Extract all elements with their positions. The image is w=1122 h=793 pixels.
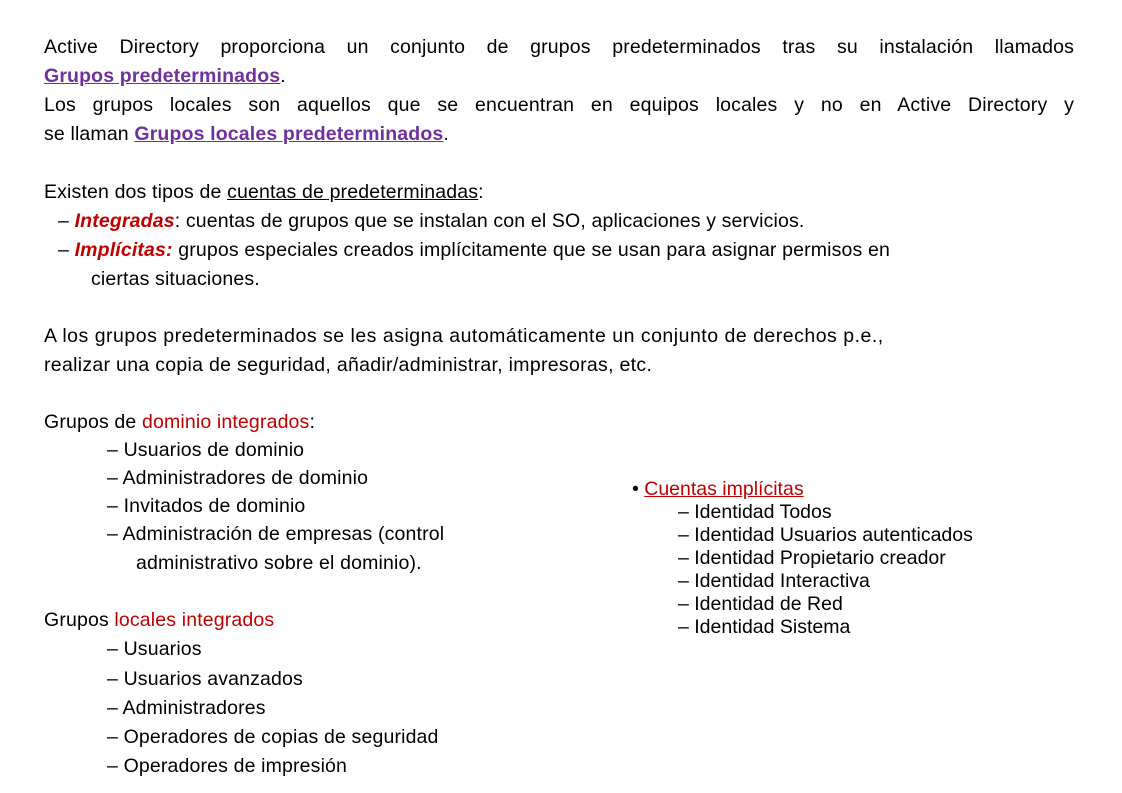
implicit-item: – Identidad Sistema [678, 616, 851, 638]
accounts-heading: Existen dos tipos de cuentas de predeterminadas: [44, 181, 484, 203]
domain-group-item: – Administración de empresas (control [107, 523, 445, 545]
local-group-item: – Usuarios [107, 638, 202, 660]
intro-line-3: se llaman Grupos locales predeterminados. [44, 123, 449, 145]
domain-group-continuation: administrativo sobre el dominio). [136, 552, 422, 574]
local-group-item: – Operadores de copias de seguridad [107, 726, 439, 748]
local-group-item: – Operadores de impresión [107, 755, 348, 777]
domain-group-item: – Administradores de dominio [107, 467, 369, 489]
rights-line-1: A los grupos predeterminados se les asigna automáticamente un conjunto de derechos p.e., [44, 325, 884, 347]
accounts-item-integradas: – Integradas: cuentas de grupos que se instalan con el SO, aplicaciones y servicios. [58, 210, 805, 232]
accounts-item-implicitas: – Implícitas: grupos especiales creados implícitamente que se usan para asignar permisos en [58, 239, 891, 261]
domain-group-item: – Invitados de dominio [107, 495, 306, 517]
implicit-accounts-block [632, 478, 973, 639]
link-grupos-locales-predeterminados[interactable]: Grupos locales predeterminados [134, 123, 444, 145]
local-group-item: – Administradores [107, 697, 266, 719]
local-groups-heading: Grupos locales integrados [44, 609, 275, 631]
implicit-heading: • Cuentas implícitas [632, 478, 804, 500]
implicit-item: – Identidad Usuarios autenticados [678, 524, 973, 546]
local-group-item: – Usuarios avanzados [107, 668, 303, 690]
intro-line-2: Los grupos locales son aquellos que se encuentran en equipos locales y no en Active Directory y [44, 94, 1074, 116]
accounts-continuation: ciertas situaciones. [91, 268, 260, 290]
link-grupos-predeterminados[interactable]: Grupos predeterminados [44, 65, 281, 87]
bullet-icon: • [632, 478, 645, 500]
intro-line-1-end: Grupos predeterminados. [44, 65, 286, 87]
rights-line-2: realizar una copia de seguridad, añadir/administrar, impresoras, etc. [44, 354, 653, 376]
implicit-item: – Identidad Todos [678, 501, 832, 523]
implicit-item: – Identidad de Red [678, 593, 843, 615]
implicit-item: – Identidad Propietario creador [678, 547, 946, 569]
intro-line-1: Active Directory proporciona un conjunto de grupos predeterminados tras su instalación llamados [44, 36, 1074, 58]
domain-group-item: – Usuarios de dominio [107, 439, 305, 461]
implicit-item: – Identidad Interactiva [678, 570, 870, 592]
domain-groups-heading: Grupos de dominio integrados: [44, 411, 316, 433]
